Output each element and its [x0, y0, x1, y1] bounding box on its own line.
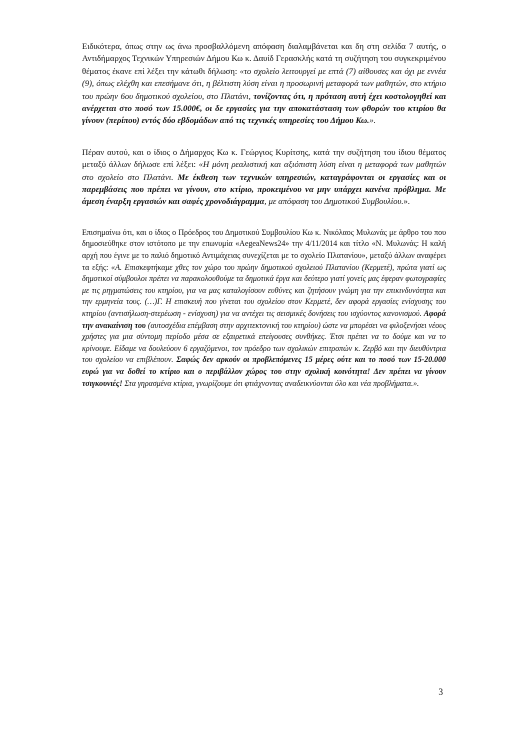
text-segment: «Η μόνη ρεαλιστική και αξιόπιστη λύση είναι η μεταφορά των μαθητών στο σχολείο στο Πλατάνι.	[82, 159, 446, 182]
text-segment: Με έκθεση των τεχνικών υπηρεσιών, καταγράφονται οι εργασίες και οι παρεμβάσεις που πρέπει να γίνουν, στο κτίριο, προκειμένου να μην υπάρχει κανένα πρόβλημα. Με άμεση έναρξη εργασιών και σαφές χρονοδιάγραμμα	[82, 171, 446, 207]
body-paragraph	[82, 40, 446, 127]
text-segment: τονίζοντας ότι, η πρόταση αυτή έχει κοστολογηθεί και ανέρχεται στο ποσό των 15.000€, οι δε εργασίες για την αποκατάσταση των φθορών του κτιρίου θα γίνουν (περίπου) εντός δύο εβδομάδων από τις τεχνικές υπηρεσίες του Δήμου Κω.	[82, 90, 447, 126]
text-segment: «Α. Επισκεφτήκαμε χθες τον χώρο του πρώην δημοτικού σχολειού Πλατανίου (Κερμετέ), πρώτα γιατί ως δημοτικοί σύμβουλοι πρέπει να παρακολουθούμε τα δημοτικά έργα και δεύτερο γιατί γονείς μας έφεραν φωτογραφίες με τις ρηγματώσεις του κτηρίου, για να μας καταλογίσουν ευθύνες και ζητήσουν γνώμη για την επικινδυνότητα και την ερμηνεία τους. (…)Γ. Η επισκευή που γίνεται του σχολείου στον Κερμετέ, δεν αφορά εργασίες ενίσχυσης του κτηρίου (αντισήλωση-στερέωση - ενίσχυση) για να αντέχει τις σεισμικές δονήσεις του ισχύοντος κανονισμού.	[82, 262, 446, 319]
body-paragraph	[82, 146, 446, 208]
text-segment: Ειδικότερα, όπως στην ως άνω προσβαλλόμενη απόφαση διαλαμβάνεται και δη στη σελίδα 7 αυτής, ο Αντιδήμαρχος Τεχνικών Υπηρεσιών Δήμου Κω κ. Δαυίδ Γερασκλής κατά τη συζήτηση του συγκεκριμένου θέματος έκανε επί λέξει την κάτωθι δήλωση:	[82, 41, 446, 76]
text-segment: (αυτοσχέδια επέμβαση στην αρχιτεκτονική του κτηρίου) ώστε να μπορέσει να φιλοξενήσει νέους χρήστες για μια σύντομη περίοδο μέσα σε εξαιρετικά επείγουσες συνθήκες. Έτσι πρέπει να το δούμε και να το κρίνουμε. Είδαμε να δουλεύουν 6 εργαζόμενοι, τον πρόεδρο των σχολικών επιτροπών κ. Ζερβό και την διευθύντρια του σχολείου να επιβλέπουν.	[82, 320, 446, 365]
text-segment: Σαφώς δεν αρκούν οι προβλεπόμενες 15 μέρες ούτε και το ποσό των 15-20.000 ευρώ για να δοθεί το κτίριο και ο περιβάλλον χώρος του στην σχολική κοινότητα! Δεν πρέπει να γίνουν τσιγκουνιές!	[82, 355, 446, 388]
page-number: 3	[438, 687, 443, 697]
text-segment: Αφορά την ανακαίνιση του	[82, 309, 446, 330]
text-segment: Στα γηρασμένα κτίρια, γνωρίζουμε ότι φτιάχνοντας αναδεικνύονται όλο και νέα προβλήματα.».	[122, 378, 420, 388]
text-segment: ».	[369, 115, 376, 126]
text-segment: Επισημαίνω ότι, και ο ίδιος ο Πρόεδρος του Δημοτικού Συμβουλίου Κω κ. Νικόλαος Μυλωνάς με άρθρο του που δημοσιεύθηκε στον ιστότοπο με την επωνυμία «AegeaNews24» την 4/11/2014 και τίτλο «Ν. Μυλωνάς: Η καλή αρχή που έγινε με το παλιό δημοτικό Αντιμάχειας συνεχίζεται με το σχολείο Πλατανίου», μεταξύ άλλων αναφέρει τα εξής:	[82, 227, 446, 272]
text-segment: , με απόφαση του Δημοτικού Συμβουλίου.	[264, 196, 404, 207]
text-segment: «το σχολείο λειτουργεί με επτά (7) αίθουσες και όχι με εννέα (9), όπως ελέχθη και επεσήμανε ότι, η βέλτιστη λύση είναι η προσωρινή μεταφορά των μαθητών, στο κτήριο του πρώην 6ου δημοτικού σχολείου, στο Πλατάνι,	[82, 65, 446, 101]
text-segment: ».	[403, 196, 410, 207]
text-segment: Πέραν αυτού, και ο ίδιος ο Δήμαρχος Κω κ. Γεώργιος Κυρίτσης, κατά την συζήτηση του ίδιου θέματος μεταξύ άλλων δήλωσε επί λέξει:	[82, 146, 446, 170]
body-paragraph	[82, 227, 446, 389]
document-body	[82, 40, 446, 408]
